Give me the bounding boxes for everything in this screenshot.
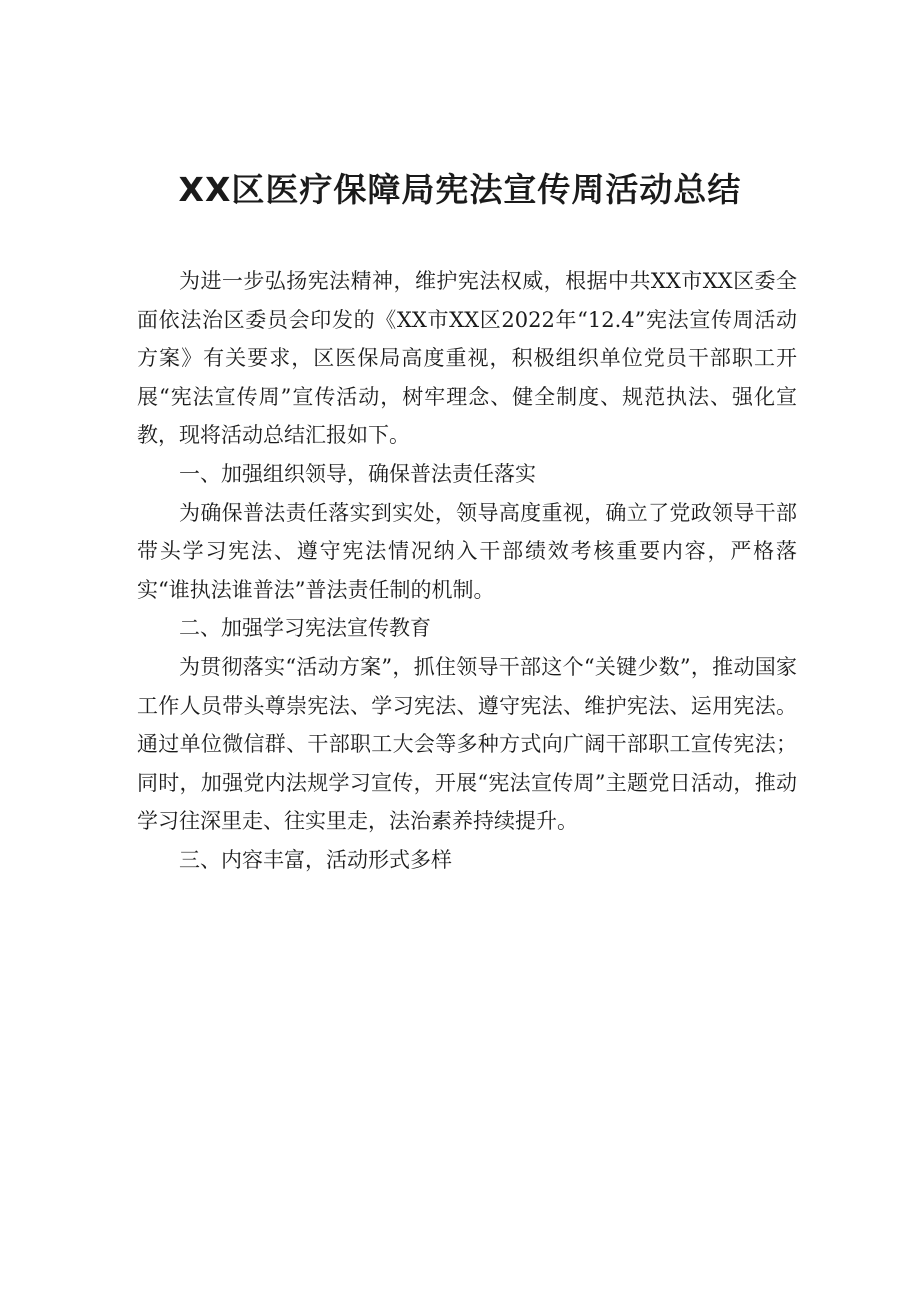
- document-title: XX区医疗保障局宪法宣传周活动总结: [178, 170, 742, 209]
- document-body: [137, 262, 797, 880]
- section-2-paragraph: 为贯彻落实“活动方案”，抓住领导干部这个“关键少数”，推动国家工作人员带头尊崇宪法、学习宪法、遵守宪法、维护宪法、运用宪法。通过单位微信群、干部职工大会等多种方式向广阔干部职工宣传宪法；同时，加强党内法规学习宣传，开展“宪法宣传周”主题党日活动，推动学习往深里走、往实里走，法治素养持续提升。: [137, 654, 797, 834]
- intro-paragraph: 为进一步弘扬宪法精神，维护宪法权威，根据中共XX市XX区委全面依法治区委员会印发的《XX市XX区2022年“12.4”宪法宣传周活动方案》有关要求，区医保局高度重视，积极组织单位党员干部职工开展“宪法宣传周”宣传活动，树牢理念、健全制度、规范执法、强化宣教，现将活动总结汇报如下。: [137, 269, 797, 448]
- section-heading-2: 二、加强学习宪法宣传教育: [179, 616, 431, 641]
- section-1-paragraph: 为确保普法责任落实到实处，领导高度重视，确立了党政领导干部带头学习宪法、遵守宪法情况纳入干部绩效考核重要内容，严格落实“谁执法谁普法”普法责任制的机制。: [137, 500, 797, 602]
- section-heading-3: 三、内容丰富，活动形式多样: [179, 847, 452, 872]
- section-heading-1: 一、加强组织领导，确保普法责任落实: [179, 461, 536, 486]
